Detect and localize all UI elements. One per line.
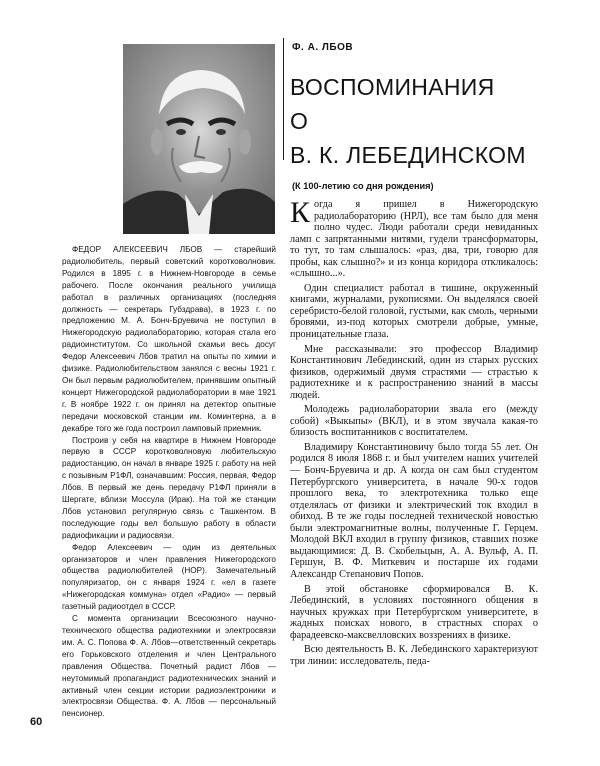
page-number: 60 xyxy=(30,716,43,728)
first-paragraph-text: огда я пришел в Нижегородскую радиолабораторию (НРЛ), все там было для меня полно чудес. Люди работали среди невиданных ламп с запрятанными нитями, гудели трансформаторы, то тут, то там слышалось: «раз, два, три, говорю для пробы, как слышно?» и из конца коридора откликалось: «слышно...». xyxy=(290,199,538,280)
article-paragraph: Мне рассказывали: это профессор Владимир Константинович Лебединский, один из старых русских физиков, одержимый двумя страстями — страстью к радиотехнике и к распространению знаний в массы людей. xyxy=(290,343,538,401)
biography-paragraph: С момента организации Всесоюзного научно-технического общества радиотехники и электросвязи им. А. С. Попова Ф. А. Лбов—ответственный секретарь его Горьковского отделения и член Центрального правления Общества. Почетный радист Лбов — неутомимый пропагандист радиотехнических знаний и активный член секции истории радиоэлектроники и электросвязи Общества. Ф. А. Лбов — персональный пенсионер. xyxy=(62,614,276,719)
biography-column xyxy=(62,244,276,720)
title-line: В. К. ЛЕБЕДИНСКОМ xyxy=(290,142,526,168)
article-title xyxy=(290,70,526,172)
article-paragraph xyxy=(290,196,538,280)
title-divider xyxy=(283,38,284,160)
article-paragraph: Один специалист работал в тишине, окруженный книгами, журналами, рукописями. Он выделялся своей серебристо-белой головой, густыми, как смоль, черными бровями, из-под которых смотрели добрые, умные, проницательные глаза. xyxy=(290,282,538,341)
article-paragraph: В этой обстановке сформировался В. К. Лебединский, в условиях постоянного общения в научных кружках при Петербургском университете, в жадных поисках нового, в страстных спорах о фарадеевско-максвелловских воззрениях в физике. xyxy=(290,583,538,641)
article-author: Ф. А. ЛБОВ xyxy=(292,42,354,53)
biography-paragraph: ФЕДОР АЛЕКСЕЕВИЧ ЛБОВ — старейший радиолюбитель, первый советский коротковолновик. Родился в 1895 г. в Нижнем-Новгороде в семье рабочего. После окончания реального училища работал в различных организациях (последняя должность — секретарь Губздрава), в 1923 г. по предложению М. А. Бонч-Бруевича не поступил в Нижегородскую радиолабораторию, которая стала его радиоинститутом. Со школьной скамьи весь досуг Федор Алексеевич Лбов тратил на опыты по химии и физике. Радиолюбительством занялся с весны 1921 г. Он был первым радиолюбителем, принявшим опытный концерт Нижегородской радиолаборатории в мае 1921 г. В ноябре 1922 г. он принял на детектор опытные передачи московской станции им. Коминтерна, а в декабре того же года построил ламповый приемник. xyxy=(62,245,276,433)
article-paragraph: Молодежь радиолаборатории звала его (между собой) «Выкыпы» (ВКЛ), и в этом звучала какая-то близость воспитанников с воспитателем. xyxy=(290,404,538,439)
biography-paragraph: Федор Алексеевич — один из деятельных организаторов и член правления Нижегородского общества радиолюбителей (НОР). Замечательный популяризатор, он с января 1924 г. «ел в газете «Нижегородская коммуна» отдел «Радио» — первый газетный радиоотдел в СССР. xyxy=(62,542,276,612)
title-line: О xyxy=(290,108,309,134)
article-body xyxy=(290,196,538,670)
article-paragraph: Владимиру Константиновичу было тогда 55 лет. Он родился 8 июля 1868 г. и был учителем наших учителей — Бонч-Бруевича и др. А когда он сам был студентом Петербургского университета, в начале 90-х годов прошлого века, то электротехника только еще отделялась от физики и электрический ток входил в обиход. В те же годы последней технической новостью были электромагнитные волны, полученные Г. Герцем. Молодой ВКЛ входил в группу физиков, ставших позже выдающимися: Д. В. Скобельцын, А. А. Вульф, А. П. Гершун, В. Ф. Миткевич и постарше их годами Александр Степанович Попов. xyxy=(290,441,538,580)
title-line: ВОСПОМИНАНИЯ xyxy=(290,74,495,100)
drop-cap: К xyxy=(290,196,311,229)
article-subtitle: (К 100-летию со дня рождения) xyxy=(292,181,434,191)
portrait-photo xyxy=(123,44,275,234)
article-paragraph: Всю деятельность В. К. Лебединского характеризуют три линии: исследователь, педа- xyxy=(290,644,538,667)
biography-paragraph: Построив у себя на квартире в Нижнем Новгороде первую в СССР коротковолновую любительскую радиостанцию, он начал в январе 1925 г. работу на ней с позывным Р1ФЛ, означавшим: Россия, первая, Федор Лбов. В первый же день передачу Р1ФЛ приняли в Шергате, вблизи Моссула (Ирак). На той же станции Лбов установил регулярную связь с Ташкентом. В последующие годы вел большую работу в области радиофикации и радиосвязи. xyxy=(62,435,276,540)
